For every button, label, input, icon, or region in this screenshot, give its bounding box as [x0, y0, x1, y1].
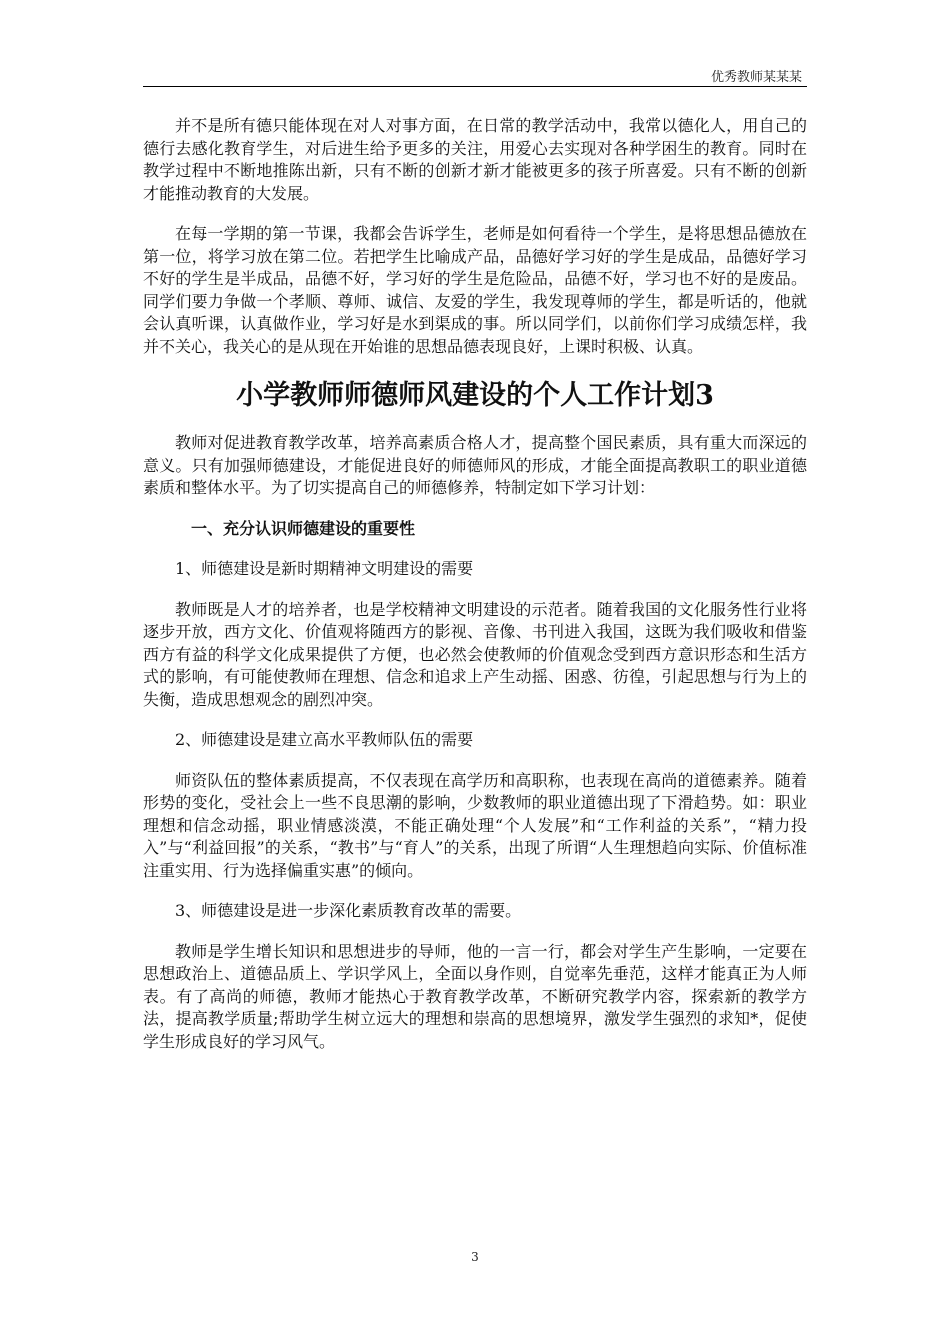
- document-body: [143, 115, 807, 1071]
- item-label: 3、师德建设是进一步深化素质教育改革的需要。: [175, 901, 522, 920]
- item-body: 师资队伍的整体素质提高，不仅表现在高学历和高职称，也表现在高尚的道德素养。随着形势的变化，受社会上一些不良思潮的影响，少数教师的职业道德出现了下滑趋势。如：职业理想和信念动摇，职业情感淡漠，不能正确处理“个人发展”和“工作利益的关系”，“精力投入”与“利益回报”的关系，“教书”与“育人”的关系，出现了所谓“人生理想趋向实际、价值标准注重实用、行为选择偏重实惠”的倾向。: [143, 770, 807, 880]
- item-label: 2、师德建设是建立高水平教师队伍的需要: [175, 730, 474, 749]
- section-title: 小学教师师德师风建设的个人工作计划3: [236, 380, 714, 411]
- item-label: 1、师德建设是新时期精神文明建设的需要: [175, 559, 474, 578]
- intro-paragraph: 教师对促进教育教学改革，培养高素质合格人才，提高整个国民素质，具有重大而深远的意义。只有加强师德建设，才能促进良好的师德师风的形成，才能全面提高教职工的职业道德素质和整体水平。为了切实提高自己的师德修养，特制定如下学习计划：: [143, 433, 807, 497]
- page-number: 3: [471, 1250, 479, 1264]
- item-body: 教师是学生增长知识和思想进步的导师，他的一言一行，都会对学生产生影响，一定要在思想政治上、道德品质上、学识学风上，全面以身作则，自觉率先垂范，这样才能真正为人师表。有了高尚的师德，教师才能热心于教育教学改革，不断研究教学内容，探索新的教学方法，提高教学质量;帮助学生树立远大的理想和崇高的思想境界，激发学生强烈的求知*，促使学生形成良好的学习风气。: [143, 941, 807, 1051]
- sub-heading: 一、充分认识师德建设的重要性: [191, 518, 416, 538]
- item-body: 教师既是人才的培养者，也是学校精神文明建设的示范者。随着我国的文化服务性行业将逐步开放，西方文化、价值观将随西方的影视、音像、书刊进入我国，这既为我们吸收和借鉴西方有益的科学文化成果提供了方便，也必然会使教师的价值观念受到西方意识形态和生活方式的影响，有可能使教师在理想、信念和追求上产生动摇、困惑、彷徨，引起思想与行为上的失衡，造成思想观念的剧烈冲突。: [143, 599, 807, 709]
- paragraph: 并不是所有德只能体现在对人对事方面，在日常的教学活动中，我常以德化人，用自己的德行去感化教育学生，对后进生给予更多的关注，用爱心去实现对各种学困生的教育。同时在教学过程中不断地推陈出新，只有不断的创新才新才能被更多的孩子所喜爱。只有不断的创新才能推动教育的大发展。: [143, 116, 807, 203]
- paragraph: 在每一学期的第一节课，我都会告诉学生，老师是如何看待一个学生，是将思想品德放在第一位，将学习放在第二位。若把学生比喻成产品，品德好学习好的学生是成品，品德好学习不好的学生是半成品，品德不好，学习好的学生是危险品，品德不好，学习也不好的是废品。同学们要力争做一个孝顺、尊师、诚信、友爱的学生，我发现尊师的学生，都是听话的，他就会认真听课，认真做作业，学习好是水到渠成的事。所以同学们，以前你们学习成绩怎样，我并不关心，我关心的是从现在开始谁的思想品德表现良好，上课时积极、认真。: [143, 224, 807, 356]
- header-divider: [143, 86, 807, 87]
- page-header-text: 优秀教师某某某: [710, 70, 802, 85]
